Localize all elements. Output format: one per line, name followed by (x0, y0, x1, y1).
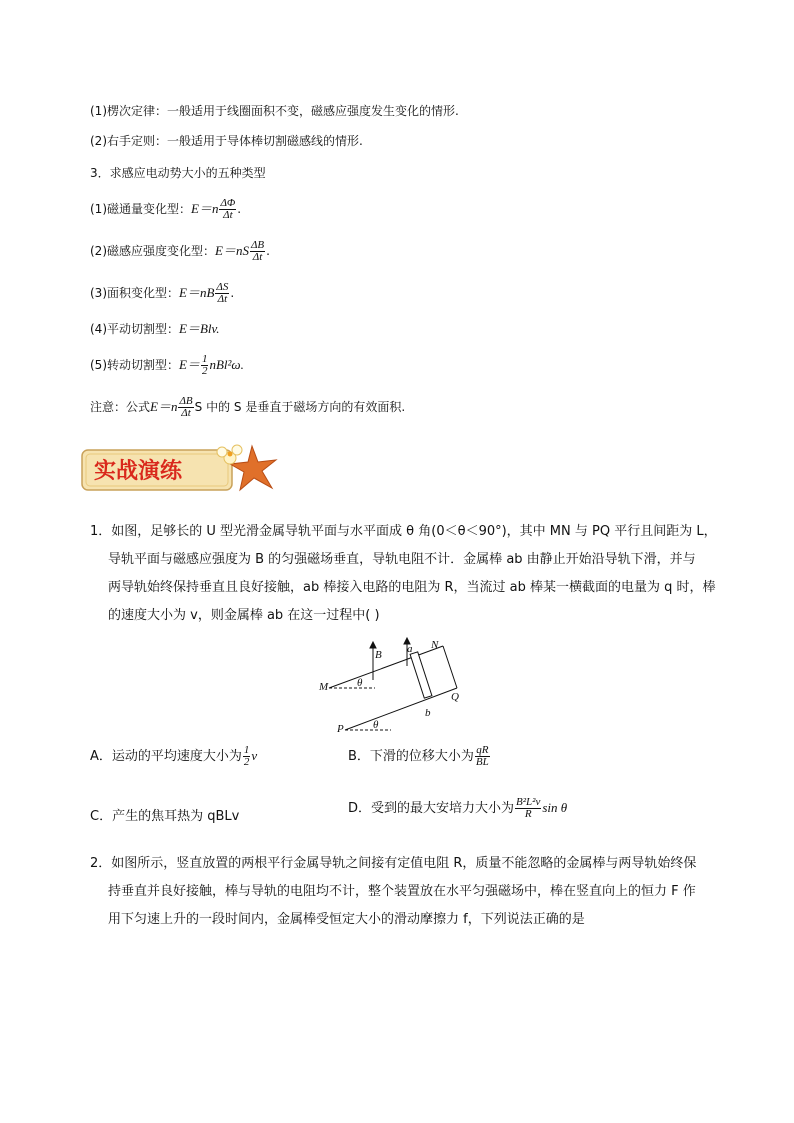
type-5 (90, 354, 244, 377)
opt-b-fraction: $\frac{qR}{BL}$ (475, 744, 489, 768)
question-1 (90, 518, 730, 630)
q2-line-1: 2．如图所示，竖直放置的两根平行金属导轨之间接有定值电阻 R，质量不能忽略的金属棒与两导轨始终保 (90, 856, 697, 871)
fig-label-b: b (425, 707, 431, 719)
heading-five-types: 3．求感应电动势大小的五种类型 (90, 166, 266, 180)
type-5-label: (5)转动切割型： (90, 358, 179, 372)
fig-label-theta-2: θ (373, 719, 379, 731)
type-3-label: (3)面积变化型： (90, 286, 179, 300)
q1-line-1: 1．如图，足够长的 U 型光滑金属导轨平面与水平面成 θ 角(0＜θ＜90°)，其中 MN 与 PQ 平行且间距为 L， (90, 524, 717, 539)
note-formula (90, 396, 405, 419)
q1-figure (315, 636, 475, 736)
fig-label-Q: Q (451, 691, 459, 703)
q1-line-3: 两导轨始终保持垂直且良好接触，ab 棒接入电路的电阻为 R，当流过 ab 棒某一横截面的电量为 q 时，棒 (108, 580, 716, 595)
note-lenz: (1)楞次定律：一般适用于线圈面积不变，磁感应强度发生变化的情形. (90, 104, 459, 118)
note-pre: 注意：公式 (90, 400, 151, 414)
type-2-fraction: $\frac{\Delta B}{\Delta t}$ (250, 239, 265, 263)
type-1-label: (1)磁通量变化型： (90, 202, 191, 216)
note-eq: E＝n (150, 399, 178, 414)
q2-line-3: 用下匀速上升的一段时间内，金属棒受恒定大小的滑动摩擦力 f，下列说法正确的是 (108, 912, 585, 927)
opt-a-fraction: $\frac{1}{2}$ (243, 744, 250, 768)
type-2-label: (2)磁感应强度变化型： (90, 244, 215, 258)
type-3-fraction: $\frac{\Delta S}{\Delta t}$ (216, 281, 229, 305)
note-fraction: $\frac{\Delta B}{\Delta t}$ (179, 395, 193, 419)
type-3-eq: E＝nB (179, 285, 215, 300)
q1-option-b[interactable]: B．下滑的位移大小为 $\frac{qR}{BL}$ (348, 744, 489, 768)
banner-text: 实战演练 (94, 458, 183, 484)
q2-line-2: 持垂直并良好接触，棒与导轨的电阻均不计，整个装置放在水平匀强磁场中，棒在竖直向上的恒力 F 作 (108, 884, 696, 899)
fig-label-B: B (375, 649, 382, 661)
question-2 (90, 850, 730, 934)
q1-line-4: 的速度大小为 v，则金属棒 ab 在这一过程中( ) (108, 608, 380, 623)
type-2-eq: E＝nS (215, 243, 249, 258)
type-4-label: (4)平动切割型： (90, 322, 179, 336)
type-5-fraction: $\frac{1}{2}$ (201, 353, 208, 377)
q1-option-c[interactable]: C．产生的焦耳热为 qBLv (90, 809, 240, 824)
fig-label-M: M (319, 681, 329, 693)
type-1: (1)磁通量变化型：E＝n $\frac{\Delta\Phi}{\Delta t}$ . (90, 197, 242, 221)
type-1-fraction: $\frac{\Delta\Phi}{\Delta t}$ (220, 197, 236, 221)
fig-label-N: N (431, 639, 439, 651)
type-5-tail: nBl²ω. (209, 357, 244, 372)
opt-d-fraction: $\frac{\text{B²L²v}}{R}$ (516, 796, 541, 820)
fig-label-P: P (337, 723, 344, 735)
fig-label-theta-1: θ (357, 677, 363, 689)
practice-banner (80, 440, 290, 498)
note-post: S 中的 S 是垂直于磁场方向的有效面积. (194, 400, 406, 414)
q1-line-2: 导轨平面与磁感应强度为 B 的匀强磁场垂直，导轨电阻不计．金属棒 ab 由静止开始沿导轨下滑，并与 (108, 552, 696, 567)
type-2: (2)磁感应强度变化型：E＝nS $\frac{\Delta B}{\Delta t}$ . (90, 239, 270, 263)
type-4-eq: E＝Blv. (179, 321, 220, 336)
q1-option-a[interactable]: A．运动的平均速度大小为 $\frac{1}{2}$ v (90, 744, 258, 768)
note-right-hand: (2)右手定则：一般适用于导体棒切割磁感线的情形. (90, 134, 363, 148)
type-4 (90, 321, 220, 337)
q1-option-d[interactable]: D．受到的最大安培力大小为 $\frac{\text{B²L²v}}{R}$ sin θ (348, 796, 568, 820)
banner-graphic (80, 440, 290, 498)
type-1-eq: E＝n (191, 201, 219, 216)
fig-label-a: a (407, 643, 413, 655)
type-5-eq: E＝ (179, 357, 200, 372)
type-3: (3)面积变化型：E＝nB $\frac{\Delta S}{\Delta t}$ . (90, 281, 235, 305)
